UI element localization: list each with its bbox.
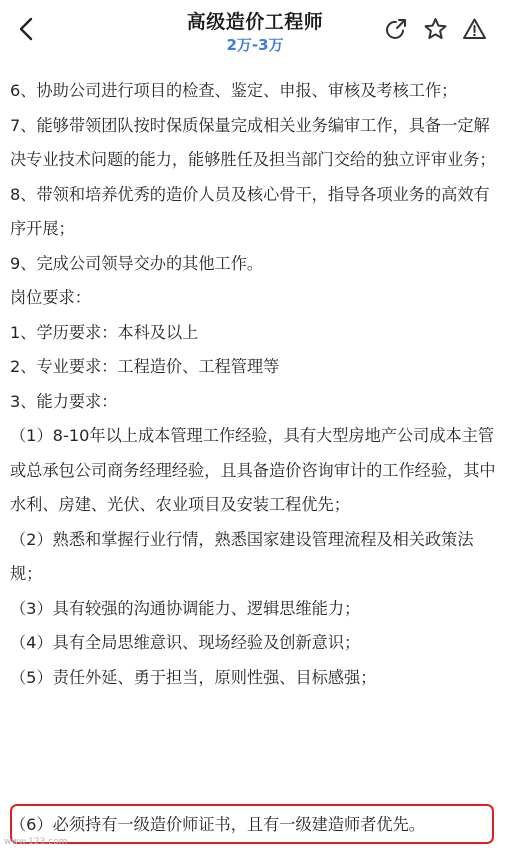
watermark: www.123.com — [4, 837, 68, 847]
description-line: 6、协助公司进行项目的检查、鉴定、申报、审核及考核工作； — [10, 81, 458, 100]
description-line: 2、专业要求：工程造价、工程管理等 — [10, 357, 280, 376]
header-actions — [383, 16, 488, 43]
job-description — [10, 74, 498, 695]
share-icon — [383, 16, 410, 43]
description-line: 岗位要求： — [10, 288, 91, 307]
description-line: 9、完成公司领导交办的其他工作。 — [10, 253, 264, 273]
description-line: 8、带领和培养优秀的造价人员及核心骨干，指导各项业务的高效有序开展； — [10, 184, 490, 238]
report-button[interactable] — [461, 16, 488, 43]
description-line: （2）熟悉和掌握行业行情，熟悉国家建设管理流程及相关政策法规； — [10, 529, 474, 583]
top-bar — [0, 0, 510, 58]
description-line: （1）8-10年以上成本管理工作经验，具有大型房地产公司成本主管或总承包公司商务经理经验，且具备造价咨询审计的工作经验，其中水利、房建、光伏、农业项目及安装工程优先； — [10, 426, 496, 514]
page-title: 高级造价工程师 — [186, 11, 324, 33]
description-line: （4）具有全局思维意识、现场经验及创新意识； — [10, 633, 361, 652]
salary-range: 2万-3万 — [226, 36, 284, 54]
star-icon — [422, 16, 449, 43]
description-line: 1、学历要求：本科及以上 — [10, 322, 199, 342]
warning-icon — [461, 16, 488, 43]
description-line: 7、能够带领团队按时保质保量完成相关业务编审工作，具备一定解决专业技术问题的能力，能够胜任及担当部门交给的独立评审业务； — [10, 115, 496, 169]
description-line: （3）具有较强的沟通协调能力、逻辑思维能力； — [10, 598, 361, 618]
highlighted-requirement: （6）必须持有一级造价师证书，且有一级建造师者优先。 — [10, 815, 425, 834]
description-line: 3、能力要求： — [10, 391, 118, 411]
description-line: （5）责任外延、勇于担当，原则性强、目标感强； — [10, 667, 377, 687]
favorite-button[interactable] — [422, 16, 449, 43]
share-button[interactable] — [383, 16, 410, 43]
